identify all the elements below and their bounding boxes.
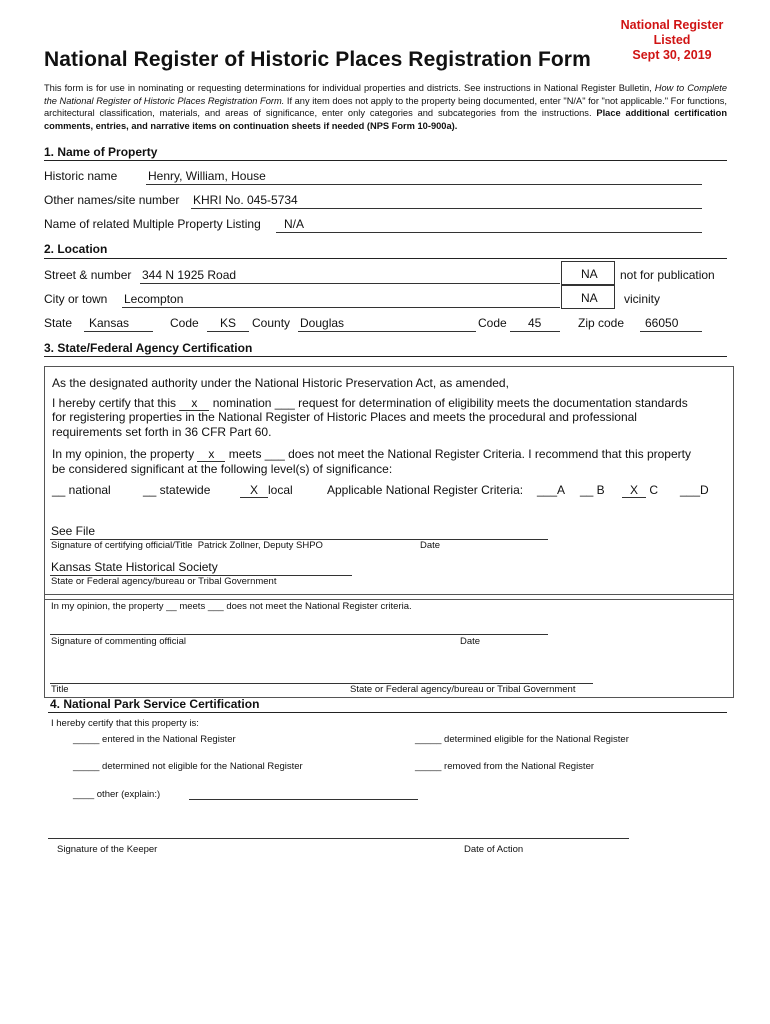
- agency-label: State or Federal agency/bureau or Tribal Government: [51, 576, 277, 587]
- vicinity-box[interactable]: [561, 285, 615, 309]
- authority-text: As the designated authority under the National Historic Preservation Act, as amended,: [52, 376, 509, 390]
- historic-name-underline: [146, 184, 702, 185]
- county-code-label: Code: [478, 316, 507, 330]
- street-label: Street & number: [44, 268, 132, 282]
- not-for-publication-box[interactable]: [561, 261, 615, 285]
- other-names-field[interactable]: KHRI No. 045-5734: [193, 193, 298, 207]
- signature-label-text: Signature of certifying official/Title: [51, 540, 193, 551]
- nps-certify-text: I hereby certify that this property is:: [51, 718, 199, 729]
- local-text: local: [268, 483, 293, 497]
- opinion-text-b: meets ___ does not meet the National Register Criteria. I recommend that this property: [228, 447, 691, 461]
- not-eligible-option[interactable]: _____ determined not eligible for the National Register: [73, 761, 303, 772]
- level-statewide[interactable]: __ statewide: [143, 483, 211, 497]
- state-code-label: Code: [170, 316, 199, 330]
- criteria-d[interactable]: ___D: [680, 483, 709, 497]
- zip-label: Zip code: [578, 316, 625, 330]
- nomination-mark[interactable]: x: [179, 396, 209, 411]
- determined-eligible-option[interactable]: _____ determined eligible for the National Register: [415, 734, 629, 745]
- removed-option[interactable]: _____ removed from the National Register: [415, 761, 595, 772]
- vicinity-label: vicinity: [624, 292, 661, 306]
- commenting-date-label: Date: [460, 636, 481, 647]
- section-2-heading: 2. Location: [44, 242, 108, 256]
- multiple-listing-label: Name of related Multiple Property Listing: [44, 217, 261, 231]
- intro-italic: How to Complete the National Register of Historic Places Registration Form.: [44, 83, 727, 106]
- section-3-heading: 3. State/Federal Agency Certification: [44, 341, 253, 355]
- opinion2-text: In my opinion, the property __ meets ___ does not meet the National Register criteria.: [51, 601, 412, 612]
- title-label: Title: [51, 684, 69, 695]
- intro-text-2: If any item does not apply to the property being documented, enter "N/A" for "not applicable." For functions, architectural classification, materials, and areas of significance, enter only categories and subcategories from the instructions.: [44, 95, 728, 118]
- city-field[interactable]: Lecompton: [124, 292, 184, 306]
- zip-field[interactable]: 66050: [645, 316, 679, 330]
- intro-text-1: This form is for use in nominating or requesting determinations for individual properties and districts. See instructions in National Register Bulletin,: [44, 83, 655, 93]
- criteria-c-text: C: [649, 483, 659, 497]
- stamp-line-3: Sept 30, 2019: [632, 48, 712, 62]
- meets-mark[interactable]: x: [197, 447, 225, 462]
- agency-field[interactable]: Kansas State Historical Society: [51, 560, 218, 574]
- opinion-line-2: be considered significant at the following level(s) of significance:: [52, 462, 393, 476]
- county-underline: [298, 331, 476, 332]
- agency2-label: State or Federal agency/bureau or Tribal Government: [350, 684, 576, 695]
- section-2-rule: [44, 258, 727, 259]
- county-code-field[interactable]: 45: [528, 316, 542, 330]
- other-names-label: Other names/site number: [44, 193, 180, 207]
- intro-paragraph: [44, 82, 727, 132]
- opinion-text-a: In my opinion, the property: [52, 447, 195, 461]
- certify-text-b: nomination ___ request for determination of eligibility meets the documentation standards: [212, 396, 688, 410]
- section-3-rule: [44, 356, 727, 357]
- city-label: City or town: [44, 292, 108, 306]
- county-label: County: [252, 316, 291, 330]
- intro-bold: Place additional certification comments, entries, and narrative items on continuation sheets if needed (NPS Form 10-900a).: [44, 108, 727, 131]
- historic-name-field[interactable]: Henry, William, House: [148, 169, 266, 183]
- form-title: National Register of Historic Places Registration Form: [44, 48, 591, 71]
- listed-stamp: [612, 18, 732, 63]
- historic-name-label: Historic name: [44, 169, 118, 183]
- keeper-label: Signature of the Keeper: [57, 844, 158, 855]
- criteria-label: Applicable National Register Criteria:: [327, 483, 524, 497]
- other-option[interactable]: ____ other (explain:): [73, 789, 161, 800]
- state-underline: [84, 331, 153, 332]
- local-mark: X: [240, 483, 268, 498]
- section-1-rule: [44, 160, 727, 161]
- certify-line-1: [52, 396, 688, 411]
- not-for-publication-label: not for publication: [620, 268, 715, 282]
- nfp-box-value: NA: [581, 267, 598, 281]
- section-1-heading: 1. Name of Property: [44, 145, 158, 159]
- signature-label: [51, 540, 323, 551]
- stamp-line-2: Listed: [653, 33, 691, 47]
- action-date-label: Date of Action: [464, 844, 524, 855]
- certify-text-a: I hereby certify that this: [52, 396, 177, 410]
- street-underline: [140, 283, 560, 284]
- state-code-field[interactable]: KS: [220, 316, 237, 330]
- see-file-text: See File: [51, 524, 96, 538]
- other-names-underline: [191, 208, 702, 209]
- criteria-c[interactable]: [622, 483, 658, 498]
- stamp-line-1: National Register: [620, 18, 724, 32]
- commenting-label: Signature of commenting official: [51, 636, 187, 647]
- certify-line-2: for registering properties in the National Register of Historic Places and meets the procedural and professional: [52, 410, 637, 424]
- section-4-rule: [48, 712, 727, 713]
- signature-name: Patrick Zollner, Deputy SHPO: [197, 540, 323, 551]
- county-code-underline: [510, 331, 560, 332]
- criteria-c-mark: X: [622, 483, 646, 498]
- other-explain-underline[interactable]: [189, 799, 418, 800]
- criteria-b[interactable]: __ B: [580, 483, 605, 497]
- entered-option[interactable]: _____ entered in the National Register: [73, 734, 236, 745]
- state-field[interactable]: Kansas: [89, 316, 130, 330]
- street-field[interactable]: 344 N 1925 Road: [142, 268, 237, 282]
- level-local[interactable]: [240, 483, 293, 498]
- certify-line-3: requirements set forth in 36 CFR Part 60.: [52, 425, 272, 439]
- city-underline: [122, 307, 560, 308]
- opinion-line-1: [52, 447, 691, 462]
- level-national[interactable]: __ national: [52, 483, 111, 497]
- commenting-underline: [50, 634, 548, 635]
- multiple-listing-underline: [276, 232, 702, 233]
- county-field[interactable]: Douglas: [300, 316, 345, 330]
- multiple-listing-field[interactable]: N/A: [284, 217, 305, 231]
- section-4-heading: 4. National Park Service Certification: [50, 697, 260, 711]
- keeper-underline: [48, 838, 629, 839]
- criteria-a[interactable]: ___A: [537, 483, 566, 497]
- vicinity-box-value: NA: [581, 291, 598, 305]
- state-code-underline: [207, 331, 249, 332]
- signature-date-label: Date: [420, 540, 441, 551]
- zip-underline: [640, 331, 702, 332]
- state-label: State: [44, 316, 73, 330]
